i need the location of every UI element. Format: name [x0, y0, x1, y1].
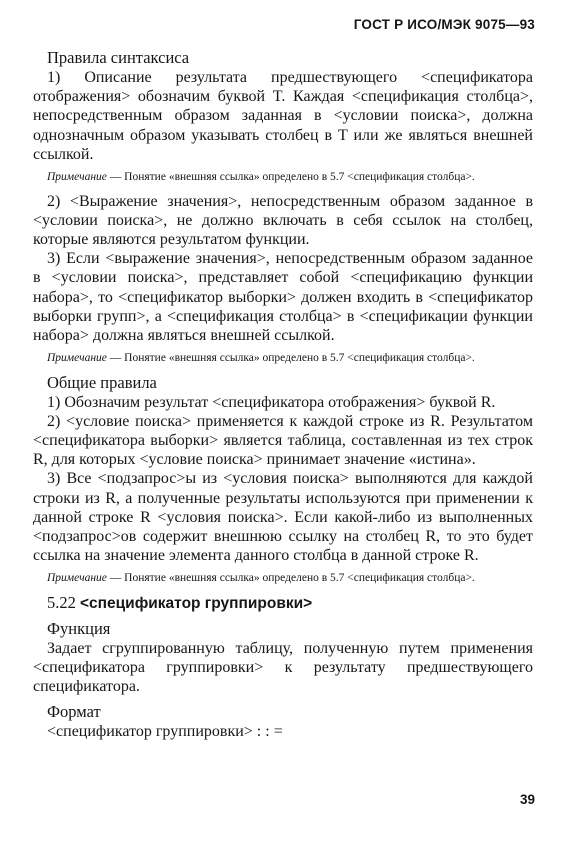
section-title: <спецификатор группировки>	[80, 594, 313, 612]
function-heading: Функция	[47, 618, 111, 638]
format-heading: Формат	[47, 701, 101, 721]
general-rule-3: 3) Все <подзапрос>ы из <условия поиска> выполняются для каждой строки из R, а полученные результаты используются при применении к данной строке R <условия поиска>. Если какой-либо из выполненных <подзапрос>ов содержит внешнюю ссылку на столбец R, то это будет ссылка на значение элемента данного столбца в данной строке R.	[33, 470, 533, 565]
page-number: 39	[519, 792, 535, 807]
syntax-rule-2: 2) <Выражение значения>, непосредственным образом заданное в <условии поиска>, не должно включать в себя ссылок на столбец, которые являются результатом функции.	[33, 192, 533, 248]
syntax-rule-1: 1) Описание результата предшествующего <спецификатора отображения> обозначим буквой T. Каждая <спецификация столбца>, непосредственным образом заданная в <условии поиска>, должна однозначным образом указывать столбец в T или же являться внешней ссылкой.	[33, 69, 533, 163]
note-2-label: Примечание	[47, 352, 107, 365]
note-1	[33, 170, 533, 186]
note-3-text: — Понятие «внешняя ссылка» определено в 5.7 <спецификация столбца>.	[106, 572, 475, 585]
note-1-text: — Понятие «внешняя ссылка» определено в 5.7 <спецификация столбца>.	[106, 171, 475, 184]
note-3	[33, 571, 533, 587]
section-heading	[33, 593, 533, 614]
standard-header: ГОСТ Р ИСО/МЭК 9075—93	[353, 17, 535, 32]
format-text: <спецификатор группировки> : : =	[47, 722, 283, 740]
note-2-text: — Понятие «внешняя ссылка» определено в 5.7 <спецификация столбца>.	[106, 352, 475, 365]
general-rules-heading: Общие правила	[47, 372, 157, 392]
note-1-label: Примечание	[47, 171, 107, 184]
note-2	[33, 351, 533, 367]
function-text: Задает сгруппированную таблицу, полученную путем применения <спецификатора группировки> к результату предшествующего спецификатора.	[33, 639, 533, 696]
section-number: 5.22	[47, 592, 76, 612]
page-content	[33, 48, 533, 741]
note-3-label: Примечание	[47, 572, 107, 585]
general-rule-1: 1) Обозначим результат <спецификатора отображения> буквой R.	[47, 393, 496, 411]
general-rule-2: 2) <условие поиска> применяется к каждой строке из R. Результатом <спецификатора выборки> является таблица, составленная из тех строк R, для которых <условие поиска> принимает значение «истина».	[33, 412, 533, 469]
syntax-rules-heading: Правила синтаксиса	[47, 48, 190, 67]
syntax-rule-3: 3) Если <выражение значения>, непосредственным образом заданное в <условии поиска>, представляет собой <спецификацию функции набора>, то <спецификатор выборки> должен входить в <спецификатор выборки групп>, а <спецификация столбца> в <спецификации функции набора> должна являться внешней ссылкой.	[33, 250, 533, 344]
